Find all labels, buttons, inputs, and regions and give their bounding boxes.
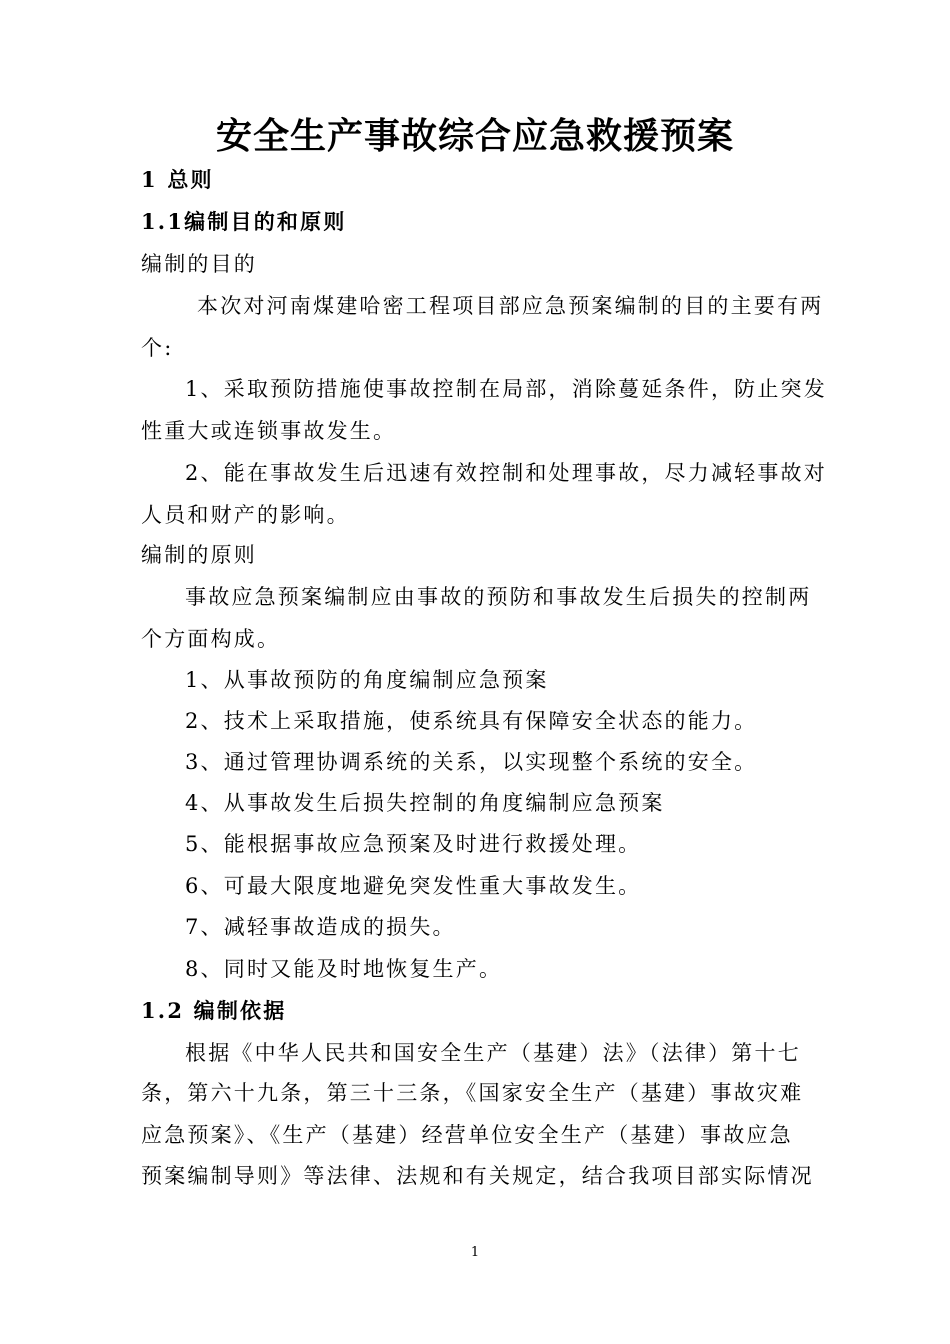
page-number: 1 <box>470 1245 480 1260</box>
basis-paragraph-line: 应急预案》、《生产（基建）经营单位安全生产（基建）事故应急 <box>141 1123 793 1147</box>
purpose-paragraph-line: 个: <box>141 336 174 360</box>
principle-item: 8、同时又能及时地恢复生产。 <box>185 957 503 981</box>
section-heading-general: 1 总则 <box>141 167 214 192</box>
basis-paragraph-line: 条，第六十九条，第三十三条，《国家安全生产（基建）事故灾难 <box>141 1081 804 1105</box>
basis-paragraph-line: 预案编制导则》等法律、法规和有关规定，结合我项目部实际情况 <box>141 1164 814 1188</box>
subheading-purpose: 编制的目的 <box>141 252 257 276</box>
purpose-paragraph-line: 本次对河南煤建哈密工程项目部应急预案编制的目的主要有两 <box>197 294 824 318</box>
principle-item: 4、从事故发生后损失控制的角度编制应急预案 <box>185 791 665 815</box>
principle-item: 7、减轻事故造成的损失。 <box>185 915 456 939</box>
section-heading-purpose-principle: 1.1编制目的和原则 <box>141 209 347 234</box>
subheading-principle: 编制的原则 <box>141 543 257 567</box>
principle-item: 1、从事故预防的角度编制应急预案 <box>185 668 549 692</box>
purpose-item-line: 1、采取预防措施使事故控制在局部，消除蔓延条件，防止突发 <box>185 377 827 401</box>
principle-item: 3、通过管理协调系统的关系，以实现整个系统的安全。 <box>185 750 758 774</box>
purpose-item-line: 人员和财产的影响。 <box>141 503 350 527</box>
document-title: 安全生产事故综合应急救援预案 <box>215 115 734 157</box>
principle-paragraph-line: 个方面构成。 <box>141 627 281 651</box>
purpose-item-line: 性重大或连锁事故发生。 <box>141 419 397 443</box>
principle-item: 2、技术上采取措施，使系统具有保障安全状态的能力。 <box>185 709 758 733</box>
purpose-item-line: 2、能在事故发生后迅速有效控制和处理事故，尽力减轻事故对 <box>185 461 827 485</box>
principle-item: 5、能根据事故应急预案及时进行救援处理。 <box>185 832 642 856</box>
principle-paragraph-line: 事故应急预案编制应由事故的预防和事故发生后损失的控制两 <box>185 585 812 609</box>
basis-paragraph-line: 根据《中华人民共和国安全生产（基建）法》（法律）第十七 <box>185 1041 801 1065</box>
section-heading-basis: 1.2 编制依据 <box>141 998 287 1023</box>
principle-item: 6、可最大限度地避免突发性重大事故发生。 <box>185 874 642 898</box>
